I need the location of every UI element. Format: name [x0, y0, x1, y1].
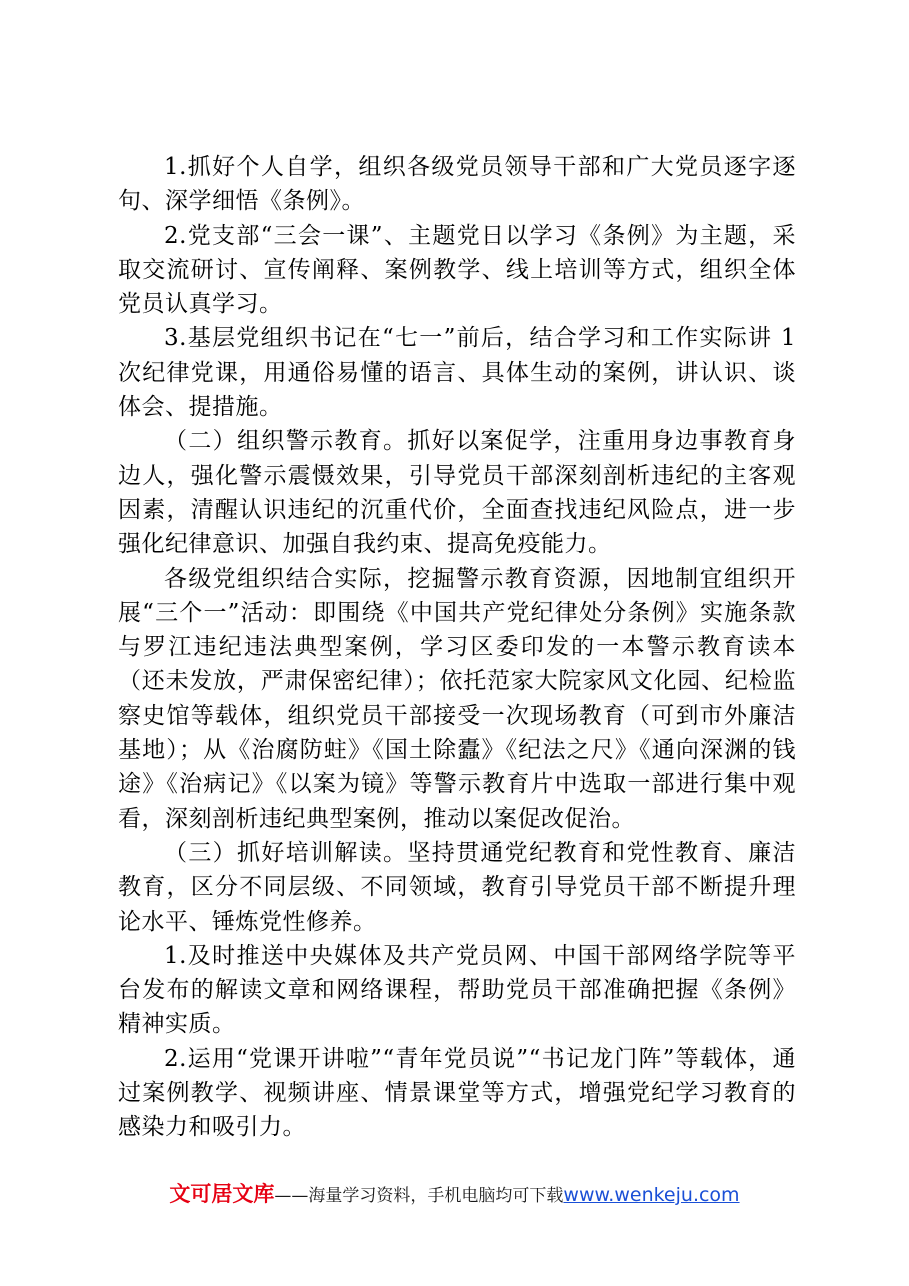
document-body [118, 150, 796, 1145]
footer-brand: 文可居文库 [169, 1182, 275, 1206]
paragraph-training-interpretation: （三）抓好培训解读。坚持贯通党纪教育和党性教育、廉洁教育，区分不同层级、不同领域，教育引导党员干部不断提升理论水平、锤炼党性修养。 [118, 839, 796, 935]
paragraph-party-lecture: 3.基层党组织书记在“七一”前后，结合学习和工作实际讲 1 次纪律党课，用通俗易懂的语言、具体生动的案例，讲认识、谈体会、提措施。 [118, 325, 796, 421]
footer-banner [0, 1178, 909, 1208]
paragraph-branch-study: 2.党支部“三会一课”、主题党日以学习《条例》为主题，采取交流研讨、宣传阐释、案例教学、线上培训等方式，组织全体党员认真学习。 [118, 222, 796, 318]
paragraph-carriers: 2.运用“党课开讲啦”“青年党员说”“书记龙门阵”等载体，通过案例教学、视频讲座、情景课堂等方式，增强党纪学习教育的感染力和吸引力。 [118, 1045, 796, 1141]
footer-tagline: ——海量学习资料，手机电脑均可下载 [274, 1186, 564, 1206]
paragraph-warning-education: （二）组织警示教育。抓好以案促学，注重用身边事教育身边人，强化警示震慑效果，引导党员干部深刻剖析违纪的主客观因素，清醒认识违纪的沉重代价，全面查找违纪风险点，进一步强化纪律意识、加强自我约束、提高免疫能力。 [118, 428, 796, 558]
paragraph-push-articles: 1.及时推送中央媒体及共产党员网、中国干部网络学院等平台发布的解读文章和网络课程，帮助党员干部准确把握《条例》精神实质。 [118, 942, 796, 1038]
paragraph-self-study: 1.抓好个人自学，组织各级党员领导干部和广大党员逐字逐句、深学细悟《条例》。 [118, 154, 796, 215]
paragraph-three-ones-activity: 各级党组织结合实际，挖掘警示教育资源，因地制宜组织开展“三个一”活动：即围绕《中国共产党纪律处分条例》实施条款与罗江违纪违法典型案例，学习区委印发的一本警示教育读本（还未发放，严肃保密纪律）；依托范家大院家风文化园、纪检监察史馆等载体，组织党员干部接受一次现场教育（可到市外廉洁基地）；从《治腐防蛀》《国土除蠹》《纪法之尺》《通向深渊的钱途》《治病记》《以案为镜》等警示教育片中选取一部进行集中观看，深刻剖析违纪典型案例，推动以案促改促治。 [118, 565, 796, 832]
footer-url-link[interactable]: www.wenkeju.com [563, 1184, 740, 1206]
